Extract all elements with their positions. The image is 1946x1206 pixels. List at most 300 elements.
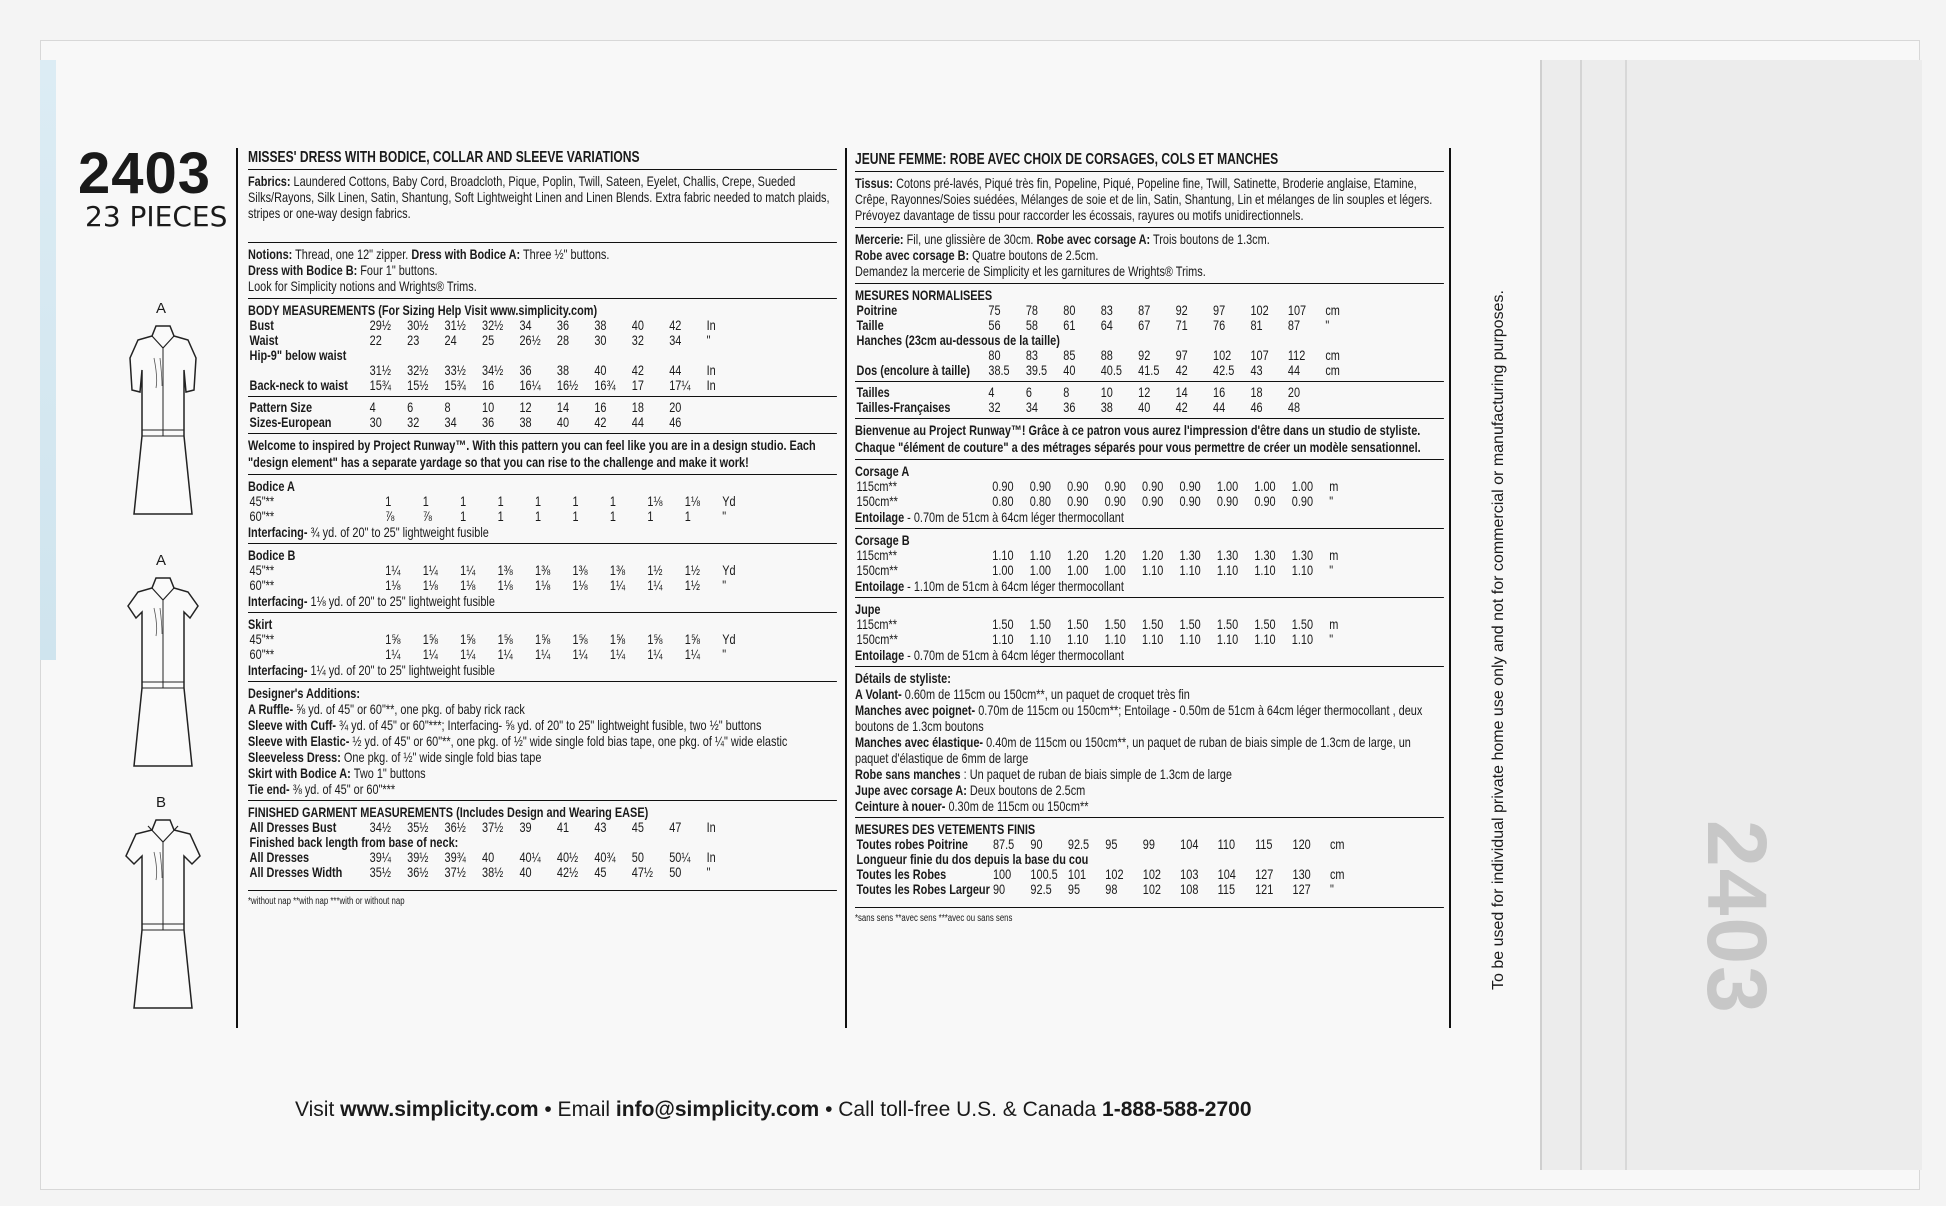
table-row — [855, 632, 1340, 647]
table-cell: 1⅛ — [422, 577, 438, 593]
table-cell: 75 — [988, 302, 1001, 318]
addition-line: Skirt with Bodice A: Two 1" buttons — [248, 765, 426, 781]
table-cell: 16¾ — [594, 377, 616, 393]
table-cell: 1 — [385, 493, 392, 509]
table-cell: 97 — [1175, 347, 1188, 363]
unit-cell: cm — [1325, 302, 1340, 318]
table-cell: 10 — [1100, 384, 1113, 400]
table-cell: 1 — [647, 508, 654, 524]
table-cell: 18 — [1250, 384, 1263, 400]
table-cell: 85 — [1063, 347, 1076, 363]
table-cell: 20 — [1287, 384, 1301, 400]
table-row — [248, 363, 717, 378]
table-cell: 1.00 — [1067, 562, 1089, 578]
table-cell: 42½ — [556, 864, 579, 880]
table-row — [855, 494, 1340, 509]
table-cell: 0.90 — [1142, 493, 1164, 509]
table-cell: 1⅛ — [572, 577, 588, 593]
table-cell: 64 — [1100, 317, 1113, 333]
table-cell: 1.10 — [1216, 562, 1239, 578]
welcome-text: Welcome to inspired by Project Runway™. With this pattern you can feel like you are in a design studio. Each "design element" has a separate yardage so that you can rise to the challenge and make it work! — [248, 437, 816, 470]
table-cell: 1.50 — [1029, 616, 1051, 632]
table-row — [248, 415, 708, 430]
contact-footer: Visit www.simplicity.com • Email info@simplicity.com • Call toll-free U.S. & Canada 1-888-588-2700 — [295, 1098, 1252, 1121]
table-row — [855, 363, 1341, 378]
table-row — [248, 563, 737, 578]
table-cell: 1⅜ — [572, 562, 588, 578]
table-cell: 115 — [1217, 881, 1236, 897]
table-cell: 102 — [1105, 866, 1124, 882]
table-row — [248, 578, 737, 593]
table-cell: 71 — [1175, 317, 1188, 333]
table-cell: 1 — [609, 508, 617, 524]
row-label: Finished back length from base of neck: — [249, 834, 459, 850]
unit-cell: cm — [1329, 866, 1345, 882]
table-cell: 1 — [497, 493, 504, 509]
yardage-heading: Corsage B — [855, 532, 910, 548]
table-cell: 104 — [1217, 866, 1236, 882]
table-cell: 40½ — [556, 849, 579, 865]
table-cell: 44 — [1287, 362, 1301, 378]
body-measurements-heading: BODY MEASUREMENTS (For Sizing Help Visit www.simplicity.com) — [248, 302, 598, 318]
addition-line: Manches avec élastique- 0.40m de 115cm ou 150cm**, un paquet de ruban de biais simple de 1.3cm de large, un paquet d'élastique de 6mm de large — [855, 734, 1411, 766]
row-label: Hip-9" below waist — [249, 347, 347, 363]
table-cell: 1⅝ — [609, 631, 626, 647]
row-label: Taille — [856, 317, 884, 333]
interfacing-line: Entoilage - 0.70m de 51cm à 64cm léger thermocollant — [855, 647, 1124, 663]
mesures-finis-heading: MESURES DES VETEMENTS FINIS — [855, 821, 1036, 837]
table-cell: 0.90 — [1179, 478, 1201, 494]
flap-crease — [1580, 60, 1582, 1170]
piece-count: 23 PIECES — [85, 200, 228, 233]
row-label: Hanches (23cm au-dessous de la taille) — [856, 332, 1060, 348]
addition-line: A Volant- 0.60m de 115cm ou 150cm**, un paquet de croquet très fin — [855, 686, 1190, 702]
unit-cell: Yd — [722, 631, 736, 647]
table-cell: 50 — [669, 864, 682, 880]
measurement-table — [855, 837, 1346, 897]
nap-legend: *without nap **with nap ***with or without nap — [248, 896, 405, 907]
table-cell: 35½ — [369, 864, 391, 880]
table-cell: 92.5 — [1067, 836, 1090, 852]
addition-line: Jupe avec corsage A: Deux boutons de 2.5cm — [855, 782, 1086, 798]
table-cell: 40 — [556, 414, 570, 430]
row-label: Poitrine — [856, 302, 898, 318]
table-row — [248, 348, 717, 363]
table-row — [855, 348, 1341, 363]
measurement-table — [248, 632, 737, 662]
yardage-heading: Bodice B — [248, 547, 296, 563]
table-row — [248, 378, 717, 393]
table-cell: 1.10 — [992, 547, 1014, 563]
table-cell: 127 — [1255, 866, 1274, 882]
table-cell: 39.5 — [1025, 362, 1048, 378]
table-cell: 34 — [444, 414, 457, 430]
table-cell: 1.10 — [1291, 562, 1314, 578]
addition-line: Ceinture à nouer- 0.30m de 115cm ou 150cm** — [855, 798, 1089, 814]
unit-cell: " — [1329, 631, 1334, 647]
table-cell: 50 — [631, 849, 644, 865]
table-cell: 87 — [1138, 302, 1151, 318]
table-cell: 1⅝ — [535, 631, 551, 647]
row-label: 60"** — [249, 646, 275, 662]
table-cell: 0.90 — [1104, 478, 1126, 494]
table-cell: 1.20 — [1104, 547, 1126, 563]
mesures-table — [855, 303, 1444, 378]
table-cell: 30½ — [407, 317, 429, 333]
table-cell: 25 — [482, 332, 495, 348]
table-cell: 30 — [594, 332, 607, 348]
row-label: Tailles — [856, 384, 890, 400]
flap-crease — [1625, 60, 1627, 1170]
fabrics-paragraph: Fabrics: Laundered Cottons, Baby Cord, Broadcloth, Pique, Poplin, Twill, Sateen, Eyelet, Challis, Crepe, Sueded Silks/Rayons, Silk Linen, Satin, Shantung, Soft Lightweight Linen and Linen Blends. Extra fabric needed to match plaids, stripes or one-way design fabrics. — [248, 173, 830, 221]
table-cell: 1.50 — [1216, 616, 1239, 632]
table-cell: 1.50 — [992, 616, 1014, 632]
table-cell: 37½ — [482, 819, 504, 835]
table-cell: 112 — [1287, 347, 1306, 363]
table-cell: 1½ — [684, 562, 700, 578]
table-cell: 1 — [460, 493, 467, 509]
table-cell: 39¼ — [369, 849, 391, 865]
details-styliste-heading: Détails de styliste: — [855, 670, 951, 686]
table-cell: 4 — [369, 399, 376, 415]
table-cell: 1¼ — [647, 577, 663, 593]
row-label: 60"** — [249, 577, 275, 593]
table-cell: 0.90 — [1067, 478, 1089, 494]
table-cell: 92 — [1175, 302, 1188, 318]
table-cell: 1 — [572, 508, 579, 524]
table-cell: 32½ — [482, 317, 504, 333]
table-cell: 38.5 — [988, 362, 1010, 378]
table-cell: 0.80 — [1029, 493, 1051, 509]
view-label: B — [156, 794, 167, 811]
body-measurements-table — [248, 318, 837, 393]
table-cell: 67 — [1138, 317, 1151, 333]
table-cell: 6 — [1025, 384, 1032, 400]
table-row — [855, 303, 1341, 318]
size-table — [248, 400, 837, 430]
table-row — [248, 865, 717, 880]
unit-cell: " — [1329, 881, 1334, 897]
table-cell: 99 — [1142, 836, 1155, 852]
unit-cell: " — [722, 508, 727, 524]
table-cell: 38 — [519, 414, 532, 430]
unit-cell: " — [722, 646, 727, 662]
row-label — [248, 363, 368, 378]
table-cell: 47½ — [631, 864, 654, 880]
table-row — [855, 563, 1340, 578]
row-label: 150cm** — [856, 493, 898, 509]
row-label: 150cm** — [856, 562, 898, 578]
unit-cell: " — [706, 332, 711, 348]
table-cell: 41.5 — [1138, 362, 1160, 378]
row-label: Tailles-Françaises — [856, 399, 951, 415]
table-cell: 1 — [460, 508, 467, 524]
dress-a-sleeve-variation-illustration — [118, 570, 208, 770]
table-cell: 31½ — [444, 317, 466, 333]
row-label: 115cm** — [856, 547, 898, 563]
table-cell: 102 — [1142, 881, 1161, 897]
table-cell: 1.10 — [1142, 562, 1164, 578]
table-cell: 0.90 — [1067, 493, 1089, 509]
table-row — [248, 632, 737, 647]
table-cell: 1.10 — [1291, 631, 1314, 647]
table-row — [855, 479, 1340, 494]
row-label: 45"** — [249, 631, 275, 647]
yardage-heading: Bodice A — [248, 478, 295, 494]
mesures-heading: MESURES NORMALISEES — [855, 287, 993, 303]
table-cell: 8 — [1063, 384, 1070, 400]
table-cell: 41 — [556, 819, 570, 835]
unit-cell: cm — [1325, 362, 1340, 378]
table-cell: 4 — [988, 384, 995, 400]
table-cell: 1⅝ — [460, 631, 476, 647]
table-cell: 20 — [669, 399, 682, 415]
table-cell: 1⅛ — [647, 493, 663, 509]
table-cell: 37½ — [444, 864, 466, 880]
table-cell: 102 — [1142, 866, 1161, 882]
table-cell: 1.10 — [1179, 562, 1201, 578]
phone-number: 1-888-588-2700 — [1102, 1098, 1252, 1121]
table-cell: 22 — [369, 332, 382, 348]
table-cell: 110 — [1217, 836, 1236, 852]
table-cell: 1 — [684, 508, 691, 524]
table-cell: 33½ — [444, 362, 466, 378]
pattern-number: 2403 — [78, 141, 212, 206]
table-cell: 42 — [669, 317, 682, 333]
table-cell: 103 — [1180, 866, 1199, 882]
table-cell: 1.00 — [1216, 478, 1239, 494]
table-row — [248, 820, 717, 835]
table-cell: 1.50 — [1067, 616, 1089, 632]
table-cell: 1⅛ — [684, 493, 700, 509]
table-cell: 0.90 — [1254, 493, 1276, 509]
unit-cell: In — [706, 362, 716, 378]
tissus-paragraph: Tissus: Cotons pré-lavés, Piqué très fin, Popeline, Piqué, Popeline fine, Twill, Satinette, Broderie anglaise, Etamine, Crêpe, Rayonnes/Soies suédées, Mélanges de soie et de lin, Satin, Shantung, Lin et mélanges de lin souples et légers. Prévoyez davantage de tissu pour raccorder les écossais, rayures ou motifs unidirectionnels. — [855, 175, 1433, 223]
unit-cell: m — [1329, 547, 1339, 563]
table-cell: 88 — [1100, 347, 1113, 363]
table-cell: 1¼ — [609, 646, 626, 662]
table-cell: 1.00 — [1029, 562, 1051, 578]
table-cell: 1.20 — [1142, 547, 1164, 563]
table-cell: 1.00 — [992, 562, 1014, 578]
yardage-heading: Skirt — [248, 616, 273, 632]
tailles-table — [855, 385, 1444, 415]
table-cell: 104 — [1180, 836, 1199, 852]
measurement-table — [248, 563, 737, 593]
table-cell: 36 — [556, 317, 570, 333]
row-label: Back-neck to waist — [249, 377, 348, 393]
table-cell: 1 — [535, 508, 542, 524]
table-row — [248, 318, 717, 333]
table-cell: 58 — [1025, 317, 1038, 333]
row-label: All Dresses Width — [249, 864, 343, 880]
table-row — [855, 548, 1340, 563]
table-cell: 1⅜ — [535, 562, 551, 578]
row-label: 45"** — [249, 493, 275, 509]
table-cell: 32 — [631, 332, 644, 348]
email-link[interactable]: info@simplicity.com — [615, 1098, 820, 1121]
table-cell: 34 — [519, 317, 532, 333]
website-link[interactable]: www.simplicity.com — [340, 1098, 539, 1121]
table-cell: 1.50 — [1254, 616, 1276, 632]
table-cell: 1 — [422, 493, 429, 509]
table-cell: 101 — [1067, 866, 1087, 882]
table-cell: 40 — [519, 864, 532, 880]
table-cell: 38½ — [482, 864, 504, 880]
table-cell: 39 — [519, 819, 532, 835]
unit-cell — [705, 415, 708, 430]
column-rule — [845, 148, 847, 1028]
view-label: A — [156, 552, 167, 569]
interfacing-line: Entoilage - 1.10m de 51cm à 64cm léger thermocollant — [855, 578, 1124, 594]
table-cell: 115 — [1255, 836, 1273, 852]
interfacing-line: Interfacing- 1¼ yd. of 20" to 25" lightweight fusible — [248, 662, 495, 678]
table-cell: 87 — [1287, 317, 1301, 333]
measurement-table — [248, 318, 717, 393]
table-cell: 38 — [594, 317, 607, 333]
table-cell: 1.10 — [1104, 631, 1126, 647]
table-cell: 46 — [1250, 399, 1263, 415]
table-cell: 32½ — [407, 362, 429, 378]
addition-line: A Ruffle- ⅝ yd. of 45" or 60"**, one pkg. of baby rick rack — [248, 701, 525, 717]
unit-cell — [1324, 400, 1327, 415]
table-cell: 78 — [1025, 302, 1038, 318]
table-cell: 40 — [1138, 399, 1151, 415]
table-cell: 47 — [669, 819, 682, 835]
table-cell: 1.00 — [1291, 478, 1314, 494]
table-cell: 76 — [1213, 317, 1226, 333]
table-cell: 44 — [631, 414, 644, 430]
table-cell: 36½ — [407, 864, 429, 880]
table-cell: 1¼ — [572, 646, 588, 662]
bienvenue-text: Bienvenue au Project Runway™! Grâce à ce patron vous aurez l'impression d'être dans un studio de styliste. Chaque "élément de couture" a des métrages séparés pour vous permettre de créer un modèle sensationnel. — [855, 422, 1421, 455]
addition-line: Robe sans manches : Un paquet de ruban de biais simple de 1.3cm de large — [855, 766, 1232, 782]
show-through-pattern-number: 2403 — [1690, 820, 1784, 1015]
finished-measurements-heading: FINISHED GARMENT MEASUREMENTS (Includes Design and Wearing EASE) — [248, 804, 649, 820]
column-rule — [1449, 148, 1451, 1028]
table-cell: 1¼ — [422, 562, 438, 578]
table-cell: 46 — [669, 414, 682, 430]
table-cell: 0.90 — [1216, 493, 1239, 509]
english-title: MISSES' DRESS WITH BODICE, COLLAR AND SLEEVE VARIATIONS — [248, 149, 640, 166]
measurement-table — [855, 385, 1327, 415]
table-cell: 1.50 — [1104, 616, 1126, 632]
table-cell: 100 — [992, 866, 1012, 882]
table-cell: 34½ — [482, 362, 504, 378]
english-instructions — [248, 150, 837, 910]
table-cell: 17¼ — [669, 377, 691, 393]
measurement-table — [248, 400, 708, 430]
table-cell: 32 — [988, 399, 1001, 415]
unit-cell: " — [706, 864, 711, 880]
table-cell: 1.10 — [992, 631, 1014, 647]
addition-line: Manches avec poignet- 0.70m de 115cm ou 150cm**; Entoilage - 0.50m de 51cm à 64cm léger thermocollant , deux boutons de 1.3cm boutons — [855, 702, 1423, 734]
table-cell: 40.5 — [1100, 362, 1122, 378]
french-instructions — [855, 152, 1444, 927]
designer-additions — [248, 701, 837, 797]
table-cell: 6 — [407, 399, 414, 415]
row-label: 60"** — [249, 508, 275, 524]
table-cell: 1⅜ — [497, 562, 513, 578]
table-cell: 40 — [631, 317, 644, 333]
table-cell: 83 — [1025, 347, 1038, 363]
table-cell: 0.90 — [1179, 493, 1201, 509]
table-cell: 44 — [669, 362, 682, 378]
table-cell: 16¼ — [519, 377, 541, 393]
table-cell: 1⅛ — [460, 577, 476, 593]
row-label: 45"** — [249, 562, 275, 578]
mesures-finis-table — [855, 837, 1444, 897]
interfacing-line: Interfacing- 1⅛ yd. of 20" to 25" lightweight fusible — [248, 593, 495, 609]
table-cell: 1⅝ — [497, 631, 513, 647]
table-cell: 102 — [1213, 347, 1232, 363]
table-cell: 1¼ — [460, 562, 476, 578]
table-row — [855, 333, 1341, 348]
details-styliste — [855, 686, 1444, 814]
row-label: Longueur finie du dos depuis la base du cou — [856, 851, 1089, 867]
table-cell: 50¼ — [669, 849, 691, 865]
table-cell: 36 — [519, 362, 532, 378]
table-cell: 127 — [1292, 881, 1311, 897]
table-cell: 80 — [1063, 302, 1076, 318]
table-cell: 1½ — [647, 562, 663, 578]
table-row — [855, 837, 1346, 852]
table-cell: 1⅝ — [647, 631, 663, 647]
table-cell: 56 — [988, 317, 1001, 333]
table-cell: 1.50 — [1179, 616, 1201, 632]
table-cell: 38 — [1100, 399, 1113, 415]
table-cell: 36 — [482, 414, 495, 430]
french-title: JEUNE FEMME: ROBE AVEC CHOIX DE CORSAGES, COLS ET MANCHES — [855, 151, 1279, 168]
row-label: 115cm** — [856, 478, 898, 494]
table-cell: 48 — [1287, 399, 1301, 415]
unit-cell: In — [706, 819, 716, 835]
table-cell: 90 — [1030, 836, 1043, 852]
column-rule — [236, 148, 238, 1028]
table-cell: 92 — [1138, 347, 1151, 363]
table-row — [855, 617, 1340, 632]
table-cell: 30 — [369, 414, 382, 430]
table-cell: 12 — [519, 399, 532, 415]
measurement-table — [248, 820, 717, 880]
table-cell: 1 — [609, 493, 617, 509]
table-cell: 24 — [444, 332, 457, 348]
addition-line: Sleeve with Cuff- ¾ yd. of 45" or 60"***; Interfacing- ⅝ yd. of 20" to 25" lightweight fusible, two ½" buttons — [248, 717, 762, 733]
table-cell: 80 — [988, 347, 1001, 363]
table-cell: 1.10 — [1216, 631, 1239, 647]
table-row — [248, 509, 737, 524]
measurement-table — [855, 303, 1341, 378]
unit-cell: cm — [1325, 347, 1340, 363]
table-row — [855, 318, 1341, 333]
row-label: Toutes les Robes Largeur — [856, 881, 990, 897]
table-cell: 29½ — [369, 317, 391, 333]
table-cell: 83 — [1100, 302, 1113, 318]
table-row — [248, 494, 737, 509]
unit-cell: Yd — [722, 493, 736, 509]
table-cell: 95 — [1067, 881, 1081, 897]
table-cell: 108 — [1180, 881, 1199, 897]
unit-cell: In — [706, 317, 716, 333]
table-cell: 42 — [594, 414, 607, 430]
table-cell: 8 — [444, 399, 451, 415]
row-label: Toutes les Robes — [856, 866, 947, 882]
table-cell: 0.90 — [992, 478, 1014, 494]
table-cell: 36 — [1063, 399, 1076, 415]
table-cell: 16 — [594, 399, 607, 415]
measurement-table — [855, 479, 1340, 509]
table-cell: 34½ — [369, 819, 391, 835]
